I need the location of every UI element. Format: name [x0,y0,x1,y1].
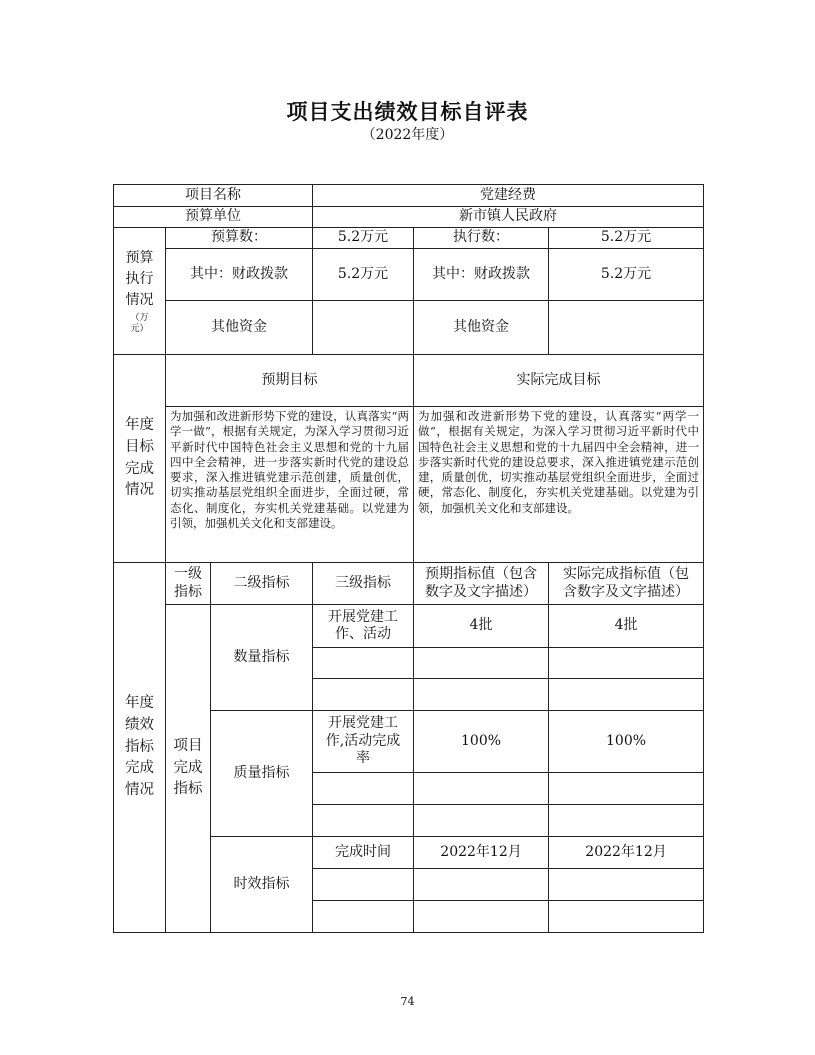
actual-value: 2022年12月 [549,837,704,869]
level1-indicator-line2: 完成 [173,759,203,776]
table-row [114,301,704,355]
execution-amount-label: 执行数： [414,228,549,249]
indicators-section-label-line4: 完成 [125,760,154,777]
expected-value: 100% [414,711,549,773]
level1-indicator-line3: 指标 [173,781,203,798]
indicators-section-label-line2: 绩效 [125,716,154,733]
project-name-value: 党建经费 [313,185,704,207]
actual-value-header [549,563,704,605]
level1-header-line2: 指标 [174,583,202,600]
quality-indicator-label: 质量指标 [211,711,313,837]
table-row [114,605,704,648]
indicators-section-label-line5: 情况 [125,782,154,799]
actual-value: 4批 [549,605,704,648]
budget-amount-label: 预算数： [166,228,313,249]
expected-value [414,869,549,901]
actual-goal-text: 为加强和改进新形势下党的建设，认真落实“两学一做”，根据有关规定，为深入学习贯彻习近平新时代中国特色社会主义思想和党的十九届四中全会精神，进一步落实新时代党的建设总要求，深入推进镇党建示范创建，质量创优，切实推动基层党组织全面进步，全面过硬，常态化、制度化，夯实机关党建基础。以党建为引领，加强机关文化和支部建设。 [414,407,704,563]
actual-value [549,901,704,933]
indicators-section-label-line1: 年度 [125,695,154,712]
fiscal-allocation-label: 其中：财政拨款 [166,249,313,301]
indicator-name [313,869,414,901]
execution-amount-value: 5.2万元 [549,228,704,249]
indicator-name [313,711,414,773]
indicator-name [313,901,414,933]
goals-section-label-line3: 完成 [125,460,154,477]
goals-section-label [114,355,166,563]
indicator-name-line1: 开展党建工 [328,715,399,732]
fiscal-allocation-value: 5.2万元 [549,249,704,301]
indicator-name [313,648,414,679]
expected-value: 4批 [414,605,549,648]
expected-value [414,805,549,837]
table-row [114,563,704,605]
level2-header: 二级指标 [211,563,313,605]
actual-goal-header: 实际完成目标 [414,355,704,407]
budget-unit-label: 预算单位 [114,207,313,228]
expected-value [414,648,549,679]
expected-goal-text: 为加强和改进新形势下党的建设，认真落实“两学一做”，根据有关规定，为深入学习贯彻习近平新时代中国特色社会主义思想和党的十九届四中全会精神，进一步落实新时代党的建设总要求，深入推进镇党建示范创建，质量创优，切实推动基层党组织全面进步，全面过硬，常态化、制度化，夯实机关党建基础。以党建为引领，加强机关文化和支部建设。 [166,407,414,563]
budget-section-label-line1: 预算 [125,249,154,266]
other-funds-label: 其他资金 [166,301,313,355]
level1-indicator-line1: 项目 [173,737,203,754]
indicator-name [313,805,414,837]
indicator-name [313,679,414,711]
expected-goal-header: 预期目标 [166,355,414,407]
budget-unit-note-line1: （万 [130,312,149,323]
table-row [114,355,704,407]
expected-value-header [414,563,549,605]
actual-value [549,773,704,805]
expected-value [414,773,549,805]
indicator-name-line2: 作、活动 [335,626,392,642]
page-number: 74 [400,995,415,1008]
table-row [114,185,704,207]
actual-value [549,679,704,711]
budget-unit-note [116,313,163,335]
budget-amount-value: 5.2万元 [313,228,414,249]
indicator-name-line2: 作,活动完成 [325,732,401,749]
budget-section-label [114,228,166,355]
actual-value-header-line2: 含数字及文字描述） [563,583,690,600]
quantity-indicator-label: 数量指标 [211,605,313,711]
budget-section-label-line3: 情况 [125,291,154,308]
expected-value [414,901,549,933]
indicator-name: 完成时间 [313,837,414,869]
indicator-name-line3: 率 [356,750,371,767]
document-subtitle: （2022年度） [361,127,454,143]
indicator-name [313,605,414,648]
indicators-section-label [114,563,166,933]
table-row [114,249,704,301]
table-row [114,228,704,249]
goals-section-label-line2: 目标 [125,438,154,455]
level1-indicator [166,605,211,933]
goals-section-label-line4: 情况 [125,482,154,499]
level1-header [166,563,211,605]
expected-value: 2022年12月 [414,837,549,869]
level3-header: 三级指标 [313,563,414,605]
table-row [114,207,704,228]
budget-section-label-line2: 执行 [125,270,154,287]
timeliness-indicator-label: 时效指标 [211,837,313,933]
actual-value [549,805,704,837]
level1-header-line1: 一级 [174,566,202,582]
expected-value-header-line2: 数字及文字描述） [425,583,538,600]
table-row [114,407,704,563]
fiscal-allocation-label: 其中：财政拨款 [414,249,549,301]
other-funds-value [313,301,414,355]
actual-value: 100% [549,711,704,773]
indicators-section-label-line3: 指标 [125,738,154,755]
actual-value-header-line1: 实际完成指标值（包 [563,566,690,582]
indicator-name-line1: 开展党建工 [328,608,399,625]
other-funds-label: 其他资金 [414,301,549,355]
document-title: 项目支出绩效目标自评表 [286,100,529,124]
goals-section-label-line1: 年度 [125,417,154,433]
budget-unit-note-line2: 元） [130,323,149,334]
other-funds-value [549,301,704,355]
project-name-label: 项目名称 [114,185,313,207]
fiscal-allocation-value: 5.2万元 [313,249,414,301]
actual-value [549,869,704,901]
actual-value [549,648,704,679]
budget-unit-value: 新市镇人民政府 [313,207,704,228]
self-evaluation-table [113,184,704,933]
expected-value-header-line1: 预期指标值（包含 [425,566,538,582]
indicator-name [313,773,414,805]
expected-value [414,679,549,711]
